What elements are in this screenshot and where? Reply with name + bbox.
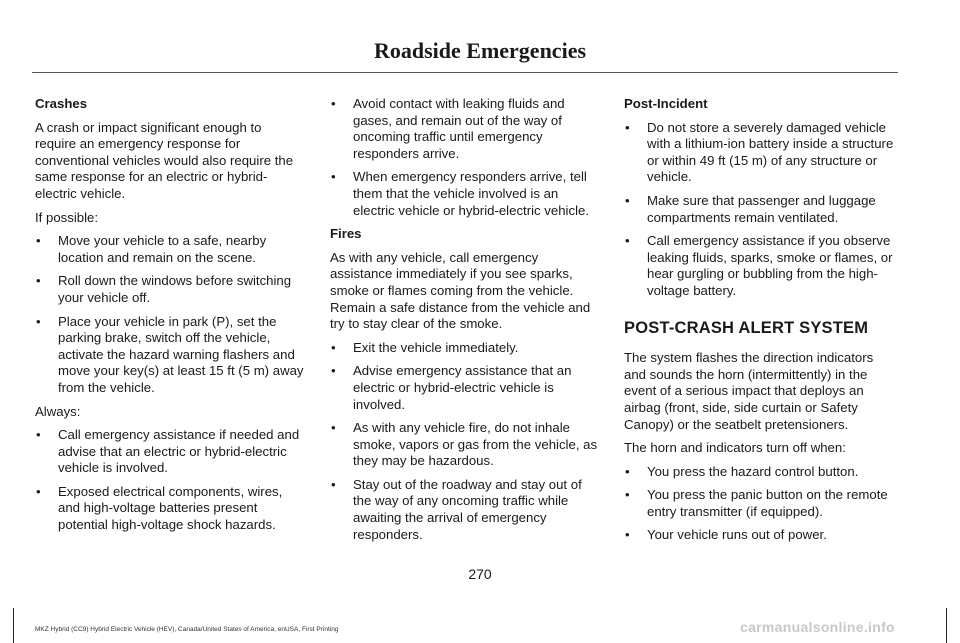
post-crash-alert-section-title: POST-CRASH ALERT SYSTEM [624,318,869,337]
fires-heading: Fires [330,226,362,242]
list-item: • As with any vehicle fire, do not inhale smoke, vapors or gas from the vehicle, as they may be hazardous. [330,420,602,470]
list-item: • Your vehicle runs out of power. [624,527,896,544]
list-item: • Make sure that passenger and luggage compartments remain ventilated. [624,193,896,226]
if-possible-list [35,233,305,396]
list-item: • Advise emergency assistance that an electric or hybrid-electric vehicle is involved. [330,363,602,413]
list-item: • Avoid contact with leaking fluids and gases, and remain out of the way of oncoming traffic until emergency responders arrive. [330,96,602,162]
column-3 [624,96,896,551]
list-item: • When emergency responders arrive, tell them that the vehicle involved is an electric vehicle or hybrid-electric vehicle. [330,169,602,219]
page-number: 270 [468,566,492,582]
list-item: • Exit the vehicle immediately. [330,340,602,357]
list-item: • Exposed electrical components, wires, and high-voltage batteries present potential high-voltage shock hazards. [35,484,305,534]
list-item: • Do not store a severely damaged vehicle with a lithium-ion battery inside a structure or within 49 ft (15 m) of any structure or vehicle. [624,120,896,186]
list-item: • Call emergency assistance if needed and advise that an electric or hybrid-electric vehicle is involved. [35,427,305,477]
list-item: • Call emergency assistance if you observe leaking fluids, sparks, smoke or flames, or hear gurgling or bubbling from the high-voltage battery. [624,233,896,299]
header-divider [32,72,898,73]
post-incident-heading: Post-Incident [624,96,708,111]
list-item: • You press the hazard control button. [624,464,896,481]
turn-off-intro: The horn and indicators turn off when: [624,440,846,456]
crop-mark-left [13,608,14,643]
list-item: • Stay out of the roadway and stay out of the way of any oncoming traffic while awaiting the arrival of emergency responders. [330,477,602,543]
list-item: • Move your vehicle to a safe, nearby location and remain on the scene. [35,233,305,266]
column-1 [35,96,305,541]
always-list [35,427,305,534]
fires-list [330,340,602,544]
list-item: • Place your vehicle in park (P), set the parking brake, switch off the vehicle, activate the hazard warning flashers and move your key(s) at least 15 ft (5 m) away from the vehicle. [35,314,305,397]
column-2 [330,96,602,550]
if-possible-label: If possible: [35,209,99,225]
watermark: carmanualsonline.info [740,619,895,635]
post-incident-list [624,120,896,300]
crop-mark-right [946,608,947,643]
list-item: • You press the panic button on the remote entry transmitter (if equipped). [624,487,896,520]
always-list-continued [330,96,602,219]
page-header-title: Roadside Emergencies [373,38,587,63]
fires-paragraph: As with any vehicle, call emergency assistance immediately if you see sparks, smoke or flames coming from the vehicle. Remain a safe distance from the vehicle and try to stay clear of the smoke. [330,249,591,332]
footer-text: MKZ Hybrid (CC9) Hybrid Electric Vehicle (HEV), Canada/United States of America, enUSA, First Printing [35,626,339,633]
crashes-paragraph: A crash or impact significant enough to require an emergency response for conventional vehicles would also require the same response for an electric or hybrid-electric vehicle. [35,119,294,201]
crashes-heading: Crashes [35,96,88,111]
turn-off-list [624,464,896,544]
list-item: • Roll down the windows before switching your vehicle off. [35,273,305,306]
always-label: Always: [35,403,81,419]
post-crash-alert-paragraph: The system flashes the direction indicators and sounds the horn (intermittently) in the event of a serious impact that deploys an airbag (front, side, side curtain or Safety Canopy) or the seatbelt pretensioners. [624,350,874,432]
